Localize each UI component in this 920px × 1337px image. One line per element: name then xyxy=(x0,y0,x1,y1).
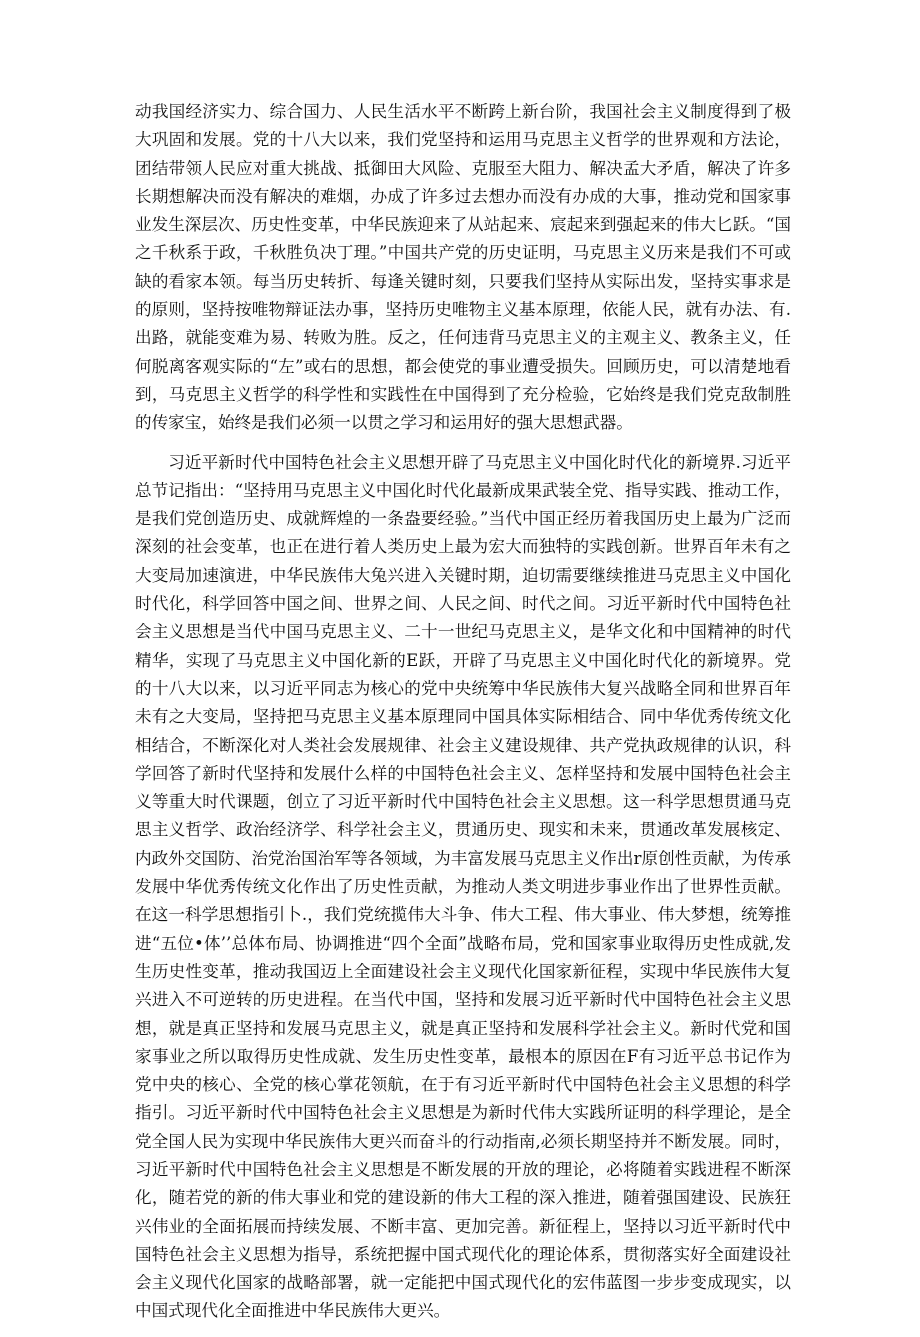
paragraph-xi-thought: 习近平新时代中国特色社会主义思想开辟了马克思主义中国化时代化的新境界.习近平总节记指出：“坚持用马克思主义中国化时代化最新成果武装全党、指导实践、推动工作，是我们党创造历史、成就辉煌的一条盎要经验。”当代中国正经历着我国历史上最为广泛而深刻的社会变革，也正在进行着人类历史上最为宏大而独特的实践创新。世界百年未有之大变局加速演进，中华民族伟大兔兴进入关键时期，迫切需要继续推进马克思主义中国化时代化，科学回答中国之间、世界之间、人民之间、时代之间。习近平新时代中国特色社会主义思想是当代中国马克思主义、二十一世纪马克思主义，是华文化和中国精神的时代精华，实现了马克思主义中国化新的E跃，开辟了马克思主义中国化时代化的新境界。党的十八大以来，以习近平同志为核心的党中央统筹中华民族伟大复兴战略全同和世界百年未有之大变局，坚持把马克思主义基本原理同中国具体实际相结合、同中华优秀传统文化相结合，不断深化对人类社会发展规律、社会主义建设规律、共产党执政规律的认识，科学回答了新时代坚持和发展什么样的中国特色社会主义、怎样坚持和发展中国特色社会主义等重大时代课题，创立了习近平新时代中国特色社会主义思想。这一科学思想贯通马克思主义哲学、政治经济学、科学社会主义，贯通历史、现实和未来，贯通改革发展核定、内政外交国防、治党治国治军等各领域，为丰富发展马克思主义作出r原创性贡献，为传承发展中华优秀传统文化作出了历史性贡献，为推动人类文明进步事业作出了世界性贡献。在这一科学思想指引卜.，我们党统揽伟大斗争、伟大工程、伟大事业、伟大梦想，统筹推进“五位•体’’总体布局、协调推进“四个全面”战略布局，党和国家事业取得历史性成就,发生历史性变革，推动我国迈上全面建设社会主义现代化国家新征程，实现中华民族伟大复兴进入不可逆转的历史进程。在当代中国，坚持和发展习近平新时代中国特色社会主义思想，就是真正坚持和发展马克思主义，就是真正坚持和发展科学社会主义。新时代党和国家事业之所以取得历史性成就、发生历史性变革，最根本的原因在F有习近平总书记作为党中央的核心、全党的核心掌花领航，在于有习近平新时代中国特色社会主义思想的科学指引。习近平新时代中国特色社会主义思想是为新时代伟大实践所证明的科学理论，是全党全国人民为实现中华民族伟大更兴而奋斗的行动指南,必须长期坚持并不断发展。同时，习近平新时代中国特色社会主义思想是不断发展的开放的理论，必将随着实践进程不断深化，随若党的新的伟大事业和党的建设新的伟大工程的深入推进，随着强国建设、民族狂兴伟业的全面拓展而持续发展、不断丰富、更加完善。新征程上，坚持以习近平新时代中国特色社会主义思想为指导，系统把握中国式现代化的理论体系，贯彻落实好全面建设社会主义现代化国家的战略部署，就一定能把中国式现代化的宏伟蓝图一步步变成现实，以中国式现代化全面推进中华民族伟大更兴。 xyxy=(135,452,791,1321)
paragraph-continued: 动我国经济实力、综合国力、人民生活水平不断跨上新台阶，我国社会主义制度得到了极大巩固和发展。党的十八大以来，我们党坚持和运用马克思主义哲学的世界观和方法论，团结带领人民应对重大挑战、抵御田大风险、克服至大阻力、解决孟大矛盾，解决了许多长期想解决而没有解决的难烟，办成了许多过去想办而没有办成的大事，推动党和国家事业发生深层次、历史性变革，中华民族迎来了从站起来、宸起来到强起来的伟大匕跃。“国之千秋系于政，千秋胜负决丁理。”中国共产党的历史证明，马克思主义历来是我们不可或缺的看家本领。每当历史转折、每逢关键时刻，只要我们坚持从实际出发，坚持实事求是的原则，坚持按唯物辩证法办事，坚持历史唯物主义基本原理，依能人民，就有办法、有.出路，就能变难为易、转败为胜。反之，任何违背马克思主义的主观主义、教条主义，任何脱离客观实际的“左”或右的思想，都会使党的事业遭受损失。回顾历史，可以清楚地看到，马克思主义哲学的科学性和实践性在中国得到了充分检验，它始终是我们党克敌制胜的传家宝，始终是我们必须一以贯之学习和运用好的强大思想武器。 xyxy=(135,102,791,433)
document-body xyxy=(135,98,791,1337)
